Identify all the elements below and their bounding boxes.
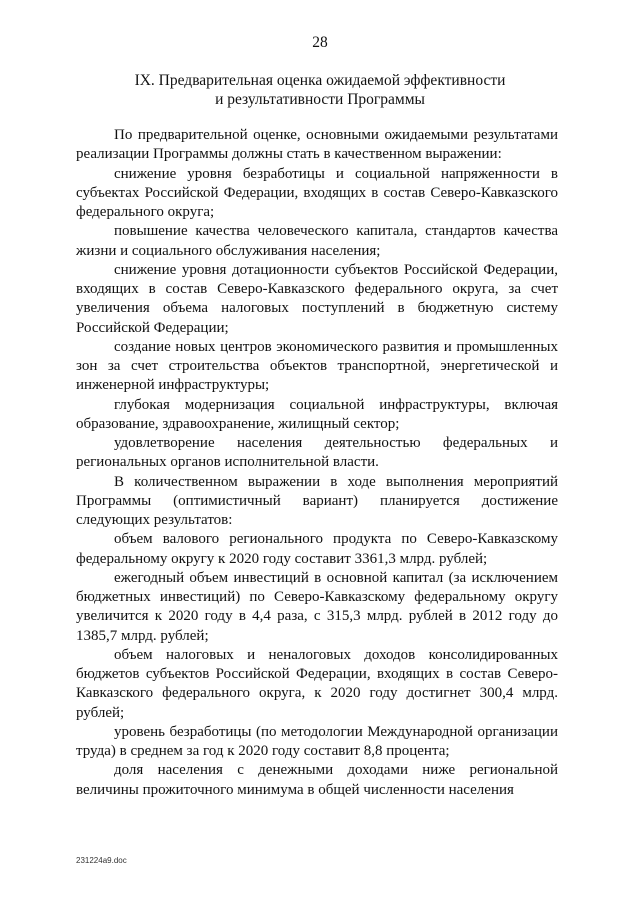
paragraph: объем валового регионального продукта по Северо-Кавказскому федеральному округу к 2020 году составит 3361,3 млрд. рублей;: [76, 531, 558, 567]
paragraph: объем налоговых и неналоговых доходов консолидированных бюджетов субъектов Российской Федерации, входящих в состав Северо-Кавказского федерального округа, к 2020 году достигнет 300,4 млрд. рублей;: [76, 646, 558, 721]
paragraph: уровень безработицы (по методологии Международной организации труда) в среднем за год к 2020 году составит 8,8 процента;: [76, 723, 558, 759]
paragraph: ежегодный объем инвестиций в основной капитал (за исключением бюджетных инвестиций) по Северо-Кавказскому федеральному округу увеличится к 2020 году в 4,4 раза, с 315,3 млрд. рублей в 2012 году до 1385,7 млрд. рублей;: [76, 569, 558, 644]
paragraph: снижение уровня дотационности субъектов Российской Федерации, входящих в состав Северо-Кавказского федерального округа, за счет увеличения объема налоговых поступлений в бюджетную систему Российской Федерации;: [76, 261, 558, 336]
footer-file-code: 231224a9.doc: [76, 856, 127, 865]
paragraph: снижение уровня безработицы и социальной напряженности в субъектах Российской Федерации, входящих в состав Северо-Кавказского федерального округа;: [76, 165, 558, 220]
section-title: [0, 71, 640, 109]
page-number: 28: [312, 34, 328, 51]
section-title-line-1: IX. Предварительная оценка ожидаемой эффективности: [134, 72, 506, 89]
paragraph: удовлетворение населения деятельностью федеральных и региональных органов исполнительной власти.: [76, 435, 558, 471]
paragraph: создание новых центров экономического развития и промышленных зон за счет строительства объектов транспортной, энергетической и инженерной инфраструктуры;: [76, 338, 558, 394]
section-title-line-2: и результативности Программы: [215, 91, 425, 108]
paragraph: повышение качества человеческого капитала, стандартов качества жизни и социального обслуживания населения;: [76, 223, 558, 259]
paragraph: В количественном выражении в ходе выполнения мероприятий Программы (оптимистичный вариант) планируется достижение следующих результатов:: [76, 473, 558, 528]
paragraph: глубокая модернизация социальной инфраструктуры, включая образование, здравоохранение, жилищный сектор;: [76, 396, 558, 432]
paragraph: По предварительной оценке, основными ожидаемыми результатами реализации Программы должны стать в качественном выражении:: [76, 127, 558, 163]
paragraph: доля населения с денежными доходами ниже региональной величины прожиточного минимума в общей численности населения: [76, 762, 558, 798]
body-text: [76, 126, 558, 800]
